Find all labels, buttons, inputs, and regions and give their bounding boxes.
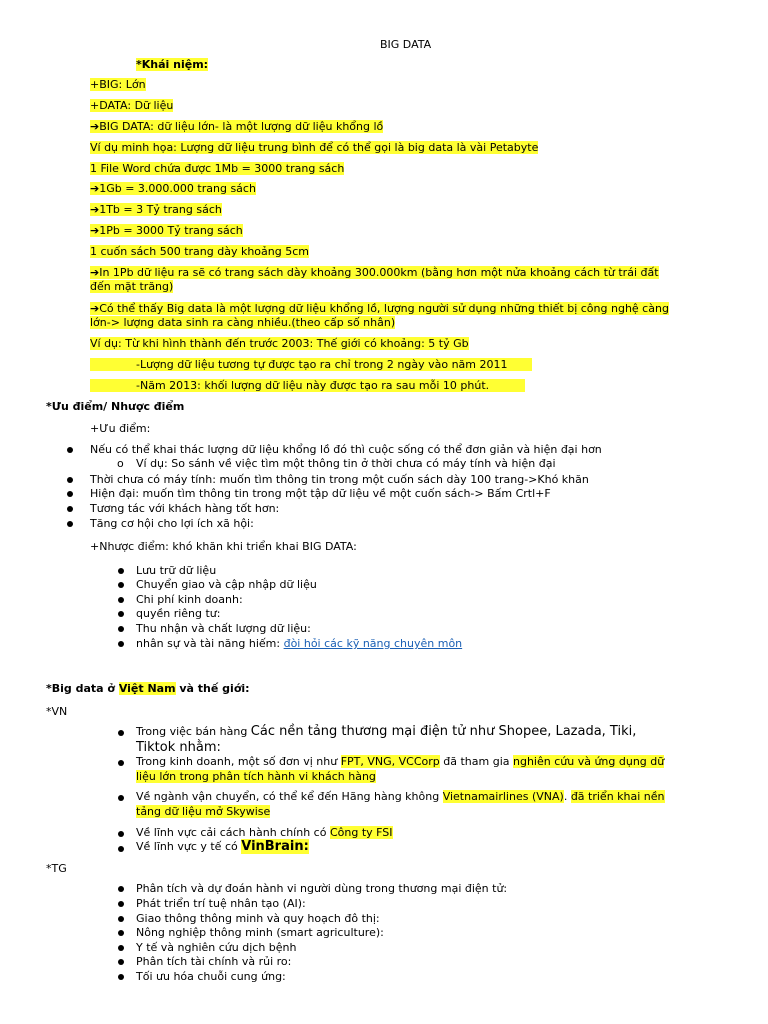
pros-item: Tăng cơ hội cho lợi ích xã hội: xyxy=(90,517,254,530)
bullet xyxy=(118,974,124,980)
bullet xyxy=(118,916,124,922)
vn-item3-pre: Về ngành vận chuyển, có thể kể đến Hãng hàng không xyxy=(136,790,443,803)
concept-example: Ví dụ minh họa: Lượng dữ liệu trung bình để có thể gọi là big data là vài Petabyte xyxy=(90,141,539,154)
cons-item: Chuyển giao và cập nhập dữ liệu xyxy=(136,578,317,591)
bullet xyxy=(118,959,124,965)
vn-label: *VN xyxy=(46,705,68,718)
bullet xyxy=(118,626,124,632)
arrow-icon: ➔ xyxy=(90,182,100,195)
bullet xyxy=(118,901,124,907)
cons-item: Thu nhận và chất lượng dữ liệu: xyxy=(136,622,311,635)
vn-item1-big: Các nền tảng thương mại điện tử như Shopee, Lazada, Tiki, xyxy=(250,724,637,739)
pros-label: +Ưu điểm: xyxy=(90,422,151,435)
cons-item: Lưu trữ dữ liệu xyxy=(136,564,217,577)
concept-tb: 1Tb = 3 Tỷ trang sách xyxy=(99,203,222,216)
concept-pb-in: In 1Pb dữ liệu ra sẽ có trang sách dày khoảng 300.000km (bằng hơn một nửa khoảng cách từ trái đất đến mặt trăng) xyxy=(90,266,659,293)
vn-item2-hl2b: liệu lớn trong phân tích hành vi khách hàng xyxy=(136,770,376,783)
concept-data: +DATA: Dữ liệu xyxy=(90,99,174,112)
bullet xyxy=(118,582,124,588)
pros-item: Tương tác với khách hàng tốt hơn: xyxy=(90,502,280,515)
arrow-icon: ➔ xyxy=(90,302,100,315)
bullet xyxy=(118,831,124,837)
vn-item2-hl2a: nghiên cứu và ứng dụng dữ xyxy=(513,755,665,768)
concept-word: 1 File Word chứa được 1Mb = 3000 trang sách xyxy=(90,162,345,175)
bullet xyxy=(67,506,73,512)
bullet xyxy=(118,760,124,766)
concept-big: +BIG: Lớn xyxy=(90,78,146,91)
concept-conclusion: Có thể thấy Big data là một lượng dữ liệu khổng lồ, lượng người sử dụng những thiết bị công nghệ càng lớn-> lượng data sinh ra càng nhiều.(theo cấp số nhân) xyxy=(90,302,669,329)
vn-item1-big2: Tiktok nhằm: xyxy=(136,740,221,755)
pros-item: Thời chưa có máy tính: muốn tìm thông tin trong một cuốn sách dày 100 trang->Khó khăn xyxy=(90,473,589,486)
bullet xyxy=(118,568,124,574)
cons-item: quyền riêng tư: xyxy=(136,607,221,620)
vn-item3-hl2b: tảng dữ liệu mở Skywise xyxy=(136,805,271,818)
sub-bullet: o xyxy=(117,457,124,470)
vn-item4-pre: Về lĩnh vực cải cách hành chính có xyxy=(136,826,330,839)
concept-vd: Ví dụ: Từ khi hình thành đến trước 2003: Thế giới có khoảng: 5 tỷ Gb xyxy=(90,337,469,350)
vn-item3-hl2a: đã triển khai nền xyxy=(570,790,665,803)
vn-item2-mid: đã tham gia xyxy=(439,755,513,768)
world-item: Y tế và nghiên cứu dịch bệnh xyxy=(136,941,297,954)
doc-title: BIG DATA xyxy=(380,38,432,51)
vn-heading-pre: *Big data ở xyxy=(46,682,119,695)
bullet xyxy=(118,795,124,801)
world-item: Tối ưu hóa chuỗi cung ứng: xyxy=(136,970,286,983)
world-item: Phân tích và dự đoán hành vi người dùng trong thương mại điện tử: xyxy=(136,882,508,895)
bullet xyxy=(67,477,73,483)
vn-item4-hl: Công ty FSI xyxy=(329,826,393,839)
concept-bigdata: BIG DATA: dữ liệu lớn- là một lượng dữ liệu khổng lồ xyxy=(99,120,384,133)
bullet xyxy=(67,521,73,527)
vn-heading-hl: Việt Nam xyxy=(118,682,176,695)
pros-subitem: Ví dụ: So sánh về việc tìm một thông tin ở thời chưa có máy tính và hiện đại xyxy=(136,457,556,470)
pros-item: Nếu có thể khai thác lượng dữ liệu khổng lồ đó thì cuộc sống có thể đơn giản và hiện đại hơn xyxy=(90,443,602,456)
arrow-icon: ➔ xyxy=(90,120,100,133)
arrow-icon: ➔ xyxy=(90,266,100,279)
concept-pb: 1Pb = 3000 Tỷ trang sách xyxy=(99,224,243,237)
bullet xyxy=(118,730,124,736)
vn-item3-hl: Vietnamairlines (VNA) xyxy=(442,790,564,803)
concept-gb: 1Gb = 3.000.000 trang sách xyxy=(99,182,256,195)
bullet xyxy=(118,846,124,852)
bullet xyxy=(118,945,124,951)
bullet xyxy=(118,611,124,617)
world-item: Nông nghiệp thông minh (smart agriculture): xyxy=(136,926,384,939)
cons-label: +Nhược điểm: khó khăn khi triển khai BIG DATA: xyxy=(90,540,357,553)
world-item: Giao thông thông minh và quy hoạch đô thị: xyxy=(136,912,380,925)
world-item: Phát triển trí tuệ nhân tạo (AI): xyxy=(136,897,306,910)
vn-item3-mid: . xyxy=(563,790,571,803)
bullet xyxy=(118,930,124,936)
vn-item5-hl: VinBrain: xyxy=(241,839,309,854)
concept-vd2: -Năm 2013: khối lượng dữ liệu này được tạo ra sau mỗi 10 phút. xyxy=(90,379,525,392)
cons-item: Chi phí kinh doanh: xyxy=(136,593,243,606)
bullet xyxy=(118,597,124,603)
bullet xyxy=(118,886,124,892)
arrow-icon: ➔ xyxy=(90,224,100,237)
concept-heading: *Khái niệm: xyxy=(136,58,209,71)
pros-item: Hiện đại: muốn tìm thông tin trong một tập dữ liệu về một cuốn sách-> Bấm Crtl+F xyxy=(90,487,551,500)
proscons-heading: *Ưu điểm/ Nhược điểm xyxy=(46,400,185,413)
vn-heading-post: và thế giới: xyxy=(175,682,250,695)
bullet xyxy=(118,641,124,647)
vn-item2-hl: FPT, VNG, VCCorp xyxy=(340,755,440,768)
bullet xyxy=(67,447,73,453)
arrow-icon: ➔ xyxy=(90,203,100,216)
concept-vd1: -Lượng dữ liệu tương tự được tạo ra chỉ trong 2 ngày vào năm 2011 xyxy=(90,358,532,371)
cons-item: nhân sự và tài năng hiếm: xyxy=(136,637,284,650)
vn-item5-pre: Về lĩnh vực y tế có xyxy=(136,840,242,853)
vn-item2-pre: Trong kinh doanh, một số đơn vị như xyxy=(136,755,341,768)
world-label: *TG xyxy=(46,862,67,875)
bullet xyxy=(67,491,73,497)
vn-item1-pre: Trong việc bán hàng xyxy=(136,725,251,738)
world-item: Phân tích tài chính và rủi ro: xyxy=(136,955,292,968)
cons-skills-link[interactable]: đòi hỏi các kỹ năng chuyên môn xyxy=(283,637,463,650)
concept-book: 1 cuốn sách 500 trang dày khoảng 5cm xyxy=(90,245,309,258)
